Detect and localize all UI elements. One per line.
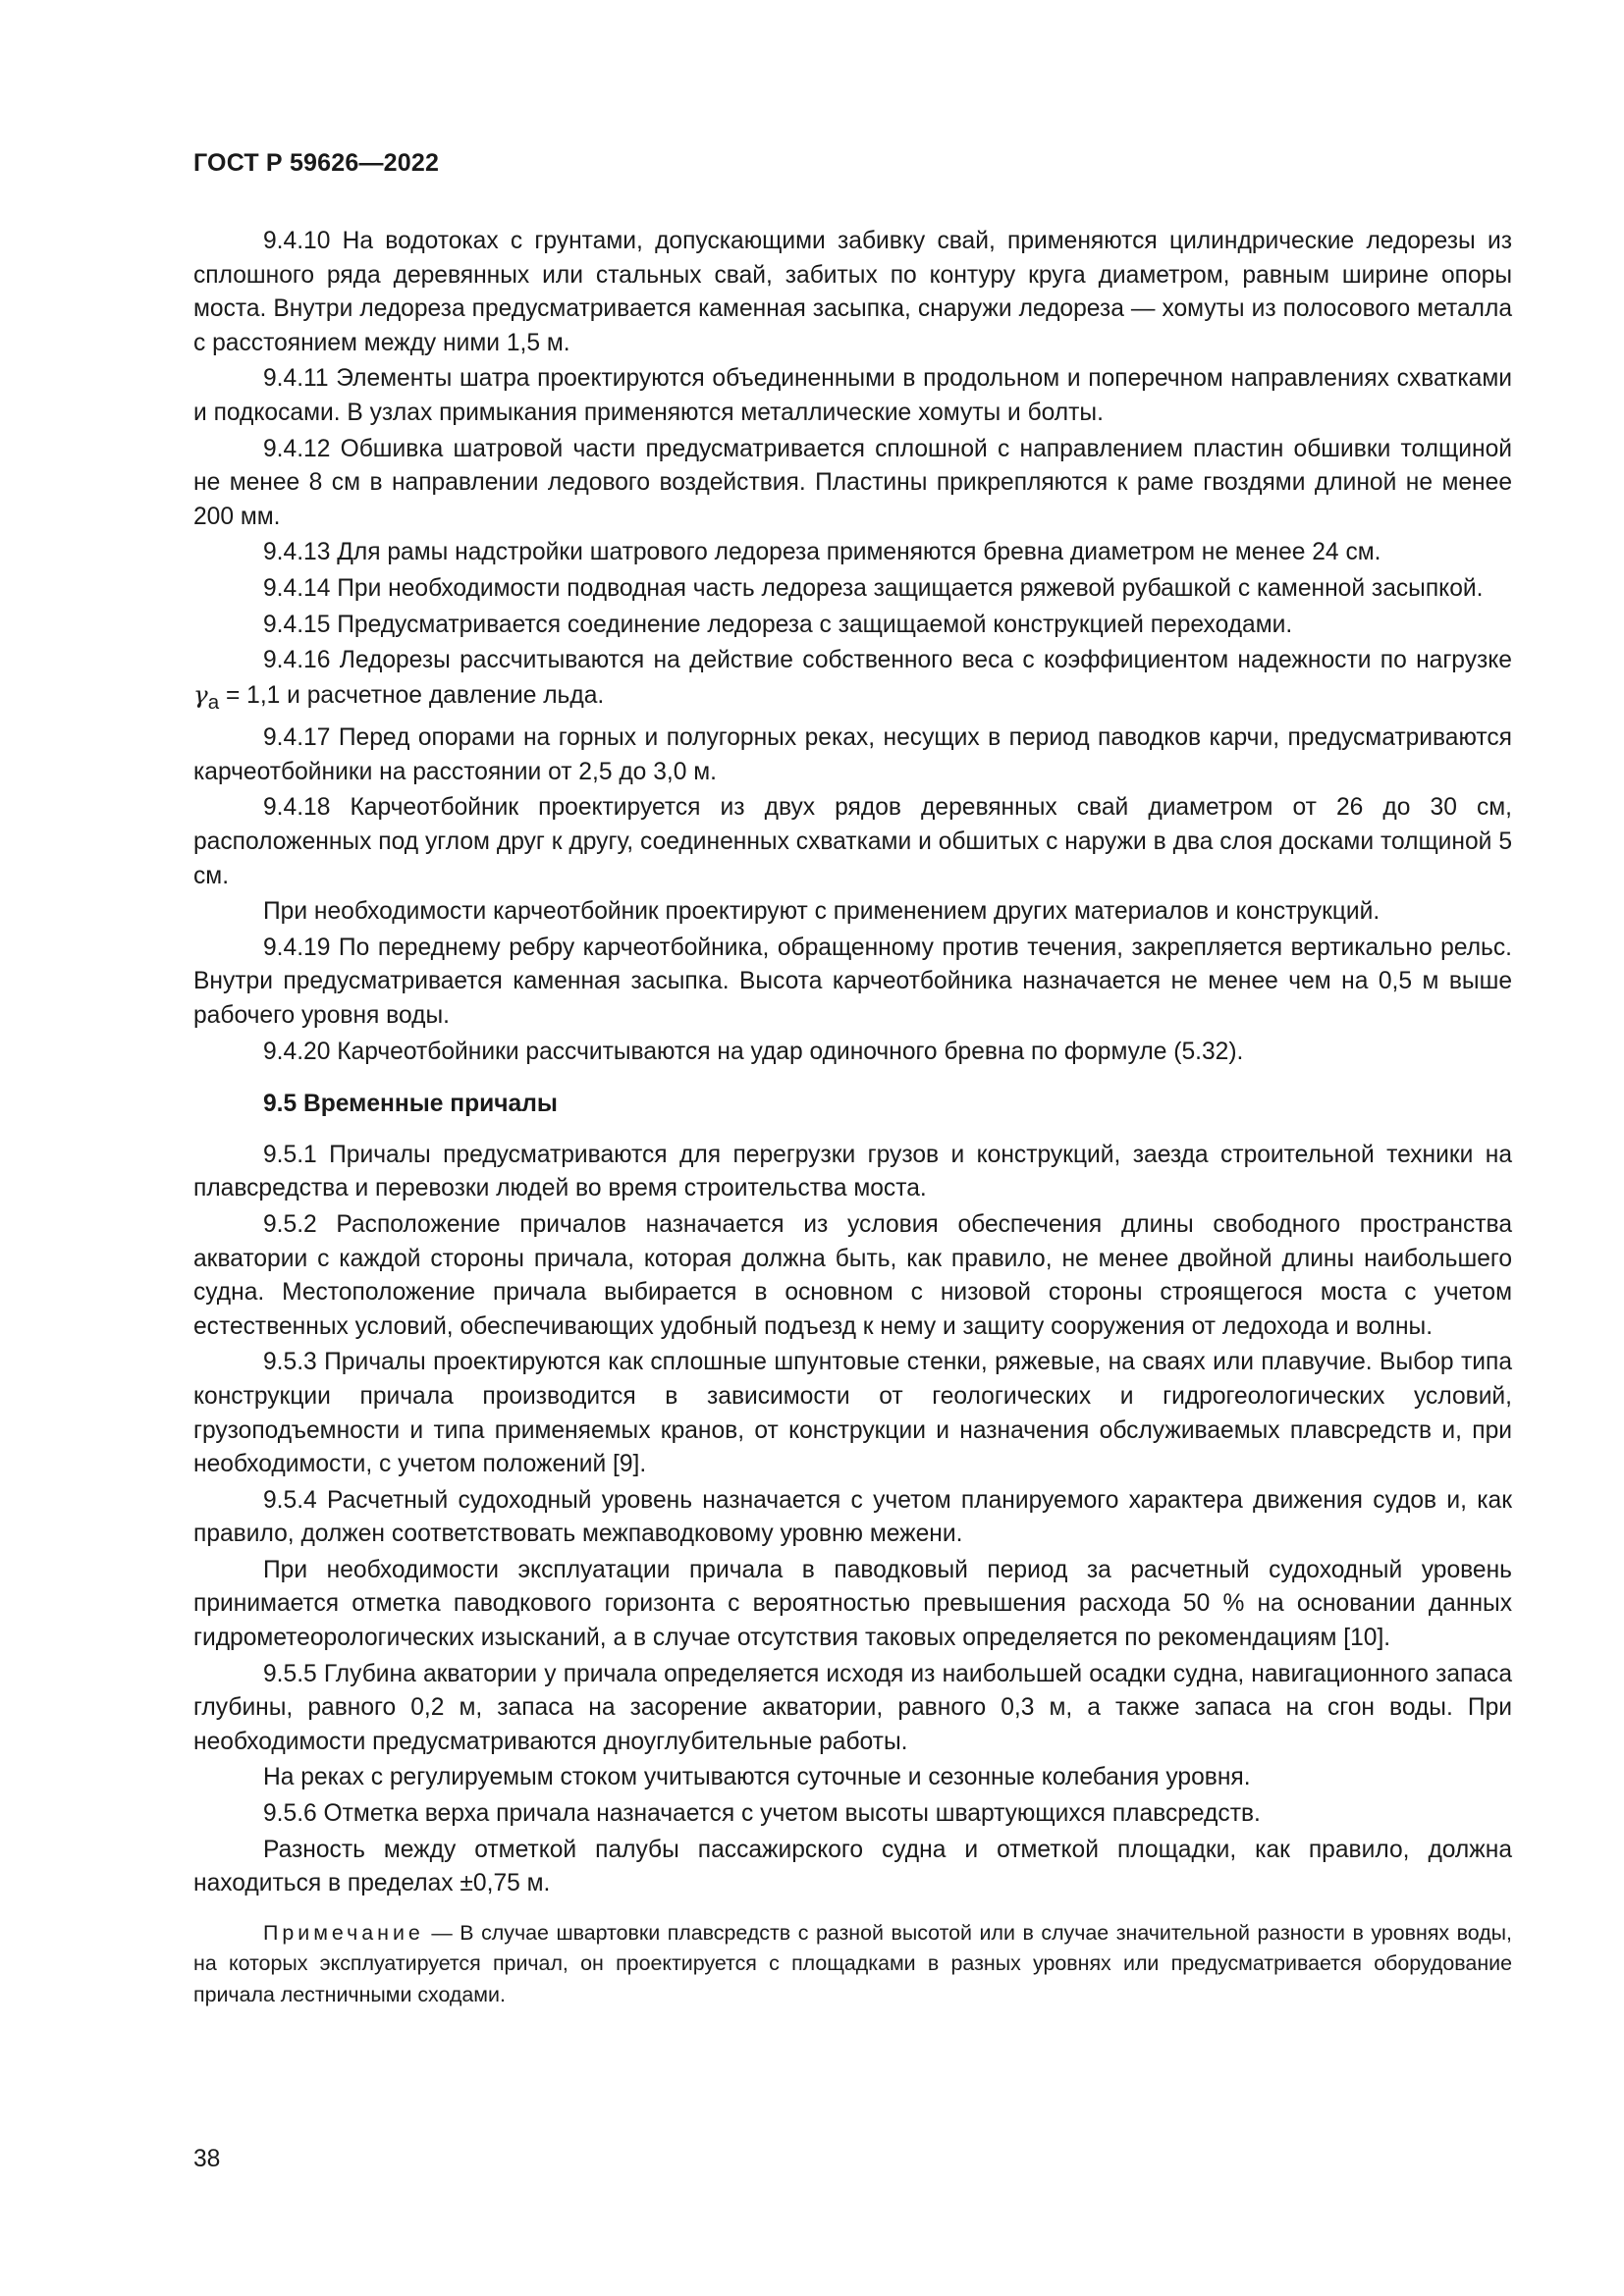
paragraph-9-4-16 <box>193 644 1512 720</box>
paragraph-9-4-18: 9.4.18 Карчеотбойник проектируется из двух рядов деревянных свай диаметром от 26 до 30 см, расположенных под углом друг к другу, соединенных схватками и обшитых с наружи в два слоя досками толщиной 5 см. <box>193 794 1512 889</box>
gamma-subscript: a <box>207 690 220 714</box>
paragraph-9-5-3: 9.5.3 Причалы проектируются как сплошные шпунтовые стенки, ряжевые, на сваях или плавучие. Выбор типа конструкции причала производится в зависимости от геологических и гидрогеологических условий, грузоподъемности и типа применяемых кранов, от конструкции и назначения обслуживаемых плавсредств и, при необходимости, с учетом положений [9]. <box>193 1349 1512 1478</box>
paragraph-9-4-20: 9.4.20 Карчеотбойники рассчитываются на удар одиночного бревна по формуле (5.32). <box>263 1038 1244 1065</box>
paragraph-9-4-11: 9.4.11 Элементы шатра проектируются объединенными в продольном и поперечном направлениях схватками и подкосами. В узлах примыкания применяются металлические хомуты и болты. <box>193 365 1512 426</box>
paragraph-9-4-12: 9.4.12 Обшивка шатровой части предусматривается сплошной с направлением пластин обшивки толщиной не менее 8 см в направлении ледового воздействия. Пластины прикрепляются к раме гвоздями длиной не менее 200 мм. <box>193 435 1512 530</box>
paragraph-9-4-10: 9.4.10 На водотоках с грунтами, допускающими забивку свай, применяются цилиндрические ледорезы из сплошного ряда деревянных или стальных свай, забитых по контуру круга диаметром, равным ширине опоры моста. Внутри ледореза предусматривается каменная засыпка, снаружи ледореза — хомуты из полосового металла с расстоянием между ними 1,5 м. <box>193 228 1512 356</box>
note-text: — В случае швартовки плавсредств с разной высотой или в случае значительной разности в уровнях воды, на которых эксплуатируется причал, он проектируется с площадками в разных уровнях или предусматривается оборудование причала лестничными сходами. <box>193 1920 1512 2006</box>
document-header: ГОСТ Р 59626—2022 <box>193 149 440 177</box>
note-paragraph <box>193 1918 1512 2011</box>
paragraph-9-5-2: 9.5.2 Расположение причалов назначается из условия обеспечения длины свободного пространства акватории с каждой стороны причала, которая должна быть, как правило, не менее двойной длины наибольшего судна. Местоположение причала выбирается в основном с низовой стороны строящегося моста с учетом естественных условий, обеспечивающих удобный подъезд к нему и защиту сооружения от ледохода и волны. <box>193 1210 1512 1340</box>
paragraph-9-5-1: 9.5.1 Причалы предусматриваются для перегрузки грузов и конструкций, заезда строительной техники на плавсредства и перевозки людей во время строительства моста. <box>193 1141 1512 1202</box>
paragraph-9-5-6-continued: Разность между отметкой палубы пассажирского судна и отметкой площадки, как правило, должна находиться в пределах ±0,75 м. <box>193 1836 1512 1897</box>
paragraph-9-4-14: 9.4.14 При необходимости подводная часть ледореза защищается ряжевой рубашкой с каменной засыпкой. <box>263 574 1484 602</box>
paragraph-9-4-17: 9.4.17 Перед опорами на горных и полугорных реках, несущих в период паводков карчи, предусматриваются карчеотбойники на расстоянии от 2,5 до 3,0 м. <box>193 724 1512 785</box>
paragraph-9-4-13: 9.4.13 Для рамы надстройки шатрового ледореза применяются бревна диаметром не менее 24 см. <box>263 539 1381 566</box>
paragraph-9-4-18-continued: При необходимости карчеотбойник проектируют с применением других материалов и конструкций. <box>263 898 1380 926</box>
gamma-symbol: γ <box>193 679 208 709</box>
page-number: 38 <box>193 2146 221 2172</box>
paragraph-9-5-5-continued: На реках с регулируемым стоком учитываются суточные и сезонные колебания уровня. <box>263 1764 1251 1791</box>
paragraph-9-5-4-continued: При необходимости эксплуатации причала в паводковый период за расчетный судоходный уровень принимается отметка паводкового горизонта с вероятностью превышения расхода 50 % на основании данных гидрометеорологических изысканий, а в случае отсутствия таковых определяется по рекомендациям [10]. <box>193 1556 1512 1652</box>
paragraph-9-5-4: 9.5.4 Расчетный судоходный уровень назначается с учетом планируемого характера движения судов и, как правило, должен соответствовать межпаводковому уровню межени. <box>193 1486 1512 1548</box>
paragraph-text: = 1,1 и расчетное давление льда. <box>219 681 605 709</box>
paragraph-text: 9.4.16 Ледорезы рассчитываются на действие собственного веса с коэффициентом надежности по нагрузке <box>263 647 1512 674</box>
paragraph-9-4-15: 9.4.15 Предусматривается соединение ледореза с защищаемой конструкцией переходами. <box>263 611 1293 638</box>
section-heading-9-5: 9.5 Временные причалы <box>263 1091 558 1118</box>
note-label: Примечание <box>263 1920 424 1945</box>
paragraph-9-5-5: 9.5.5 Глубина акватории у причала определяется исходя из наибольшей осадки судна, навигационного запаса глубины, равного 0,2 м, запаса на засорение акватории, равного 0,3 м, а также запаса на сгон воды. При необходимости предусматриваются дноуглубительные работы. <box>193 1660 1512 1755</box>
paragraph-9-5-6: 9.5.6 Отметка верха причала назначается с учетом высоты швартующихся плавсредств. <box>263 1800 1261 1828</box>
paragraph-9-4-19: 9.4.19 По переднему ребру карчеотбойника, обращенному против течения, закрепляется вертикально рельс. Внутри предусматривается каменная засыпка. Высота карчеотбойника назначается не менее чем на 0,5 м выше рабочего уровня воды. <box>193 934 1512 1029</box>
document-body <box>193 225 1512 2010</box>
